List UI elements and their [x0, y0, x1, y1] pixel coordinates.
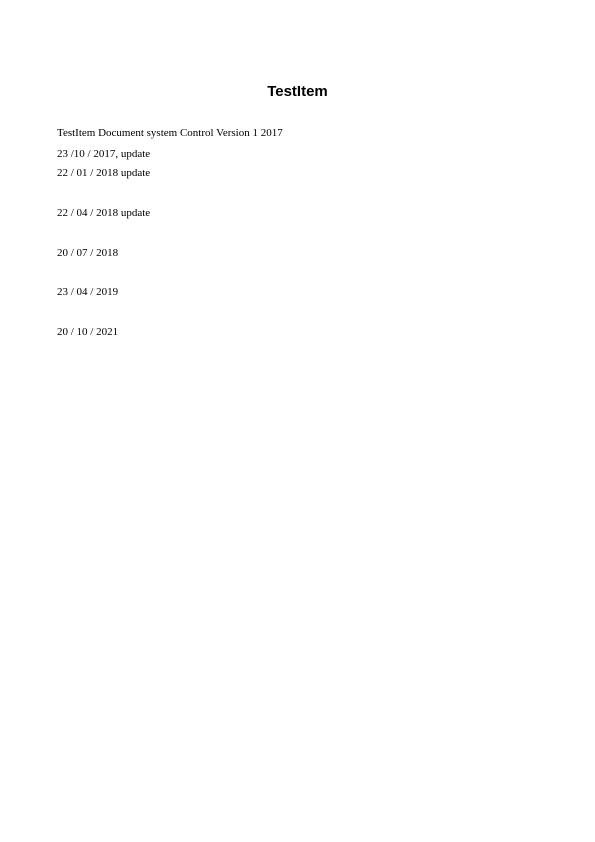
- document-control-heading: TestItem Document system Control Version 1 2017: [57, 127, 283, 139]
- revision-entry: 22 / 04 / 2018 update: [57, 207, 151, 219]
- revision-entry: 20 / 10 / 2021: [57, 326, 119, 338]
- revision-entry: 23 / 04 / 2019: [57, 286, 119, 298]
- page-title: TestItem: [267, 83, 328, 100]
- revision-entry: 22 / 01 / 2018 update: [57, 167, 151, 179]
- revision-entry: 20 / 07 / 2018: [57, 247, 119, 259]
- revision-entry: 23 /10 / 2017, update: [57, 148, 151, 160]
